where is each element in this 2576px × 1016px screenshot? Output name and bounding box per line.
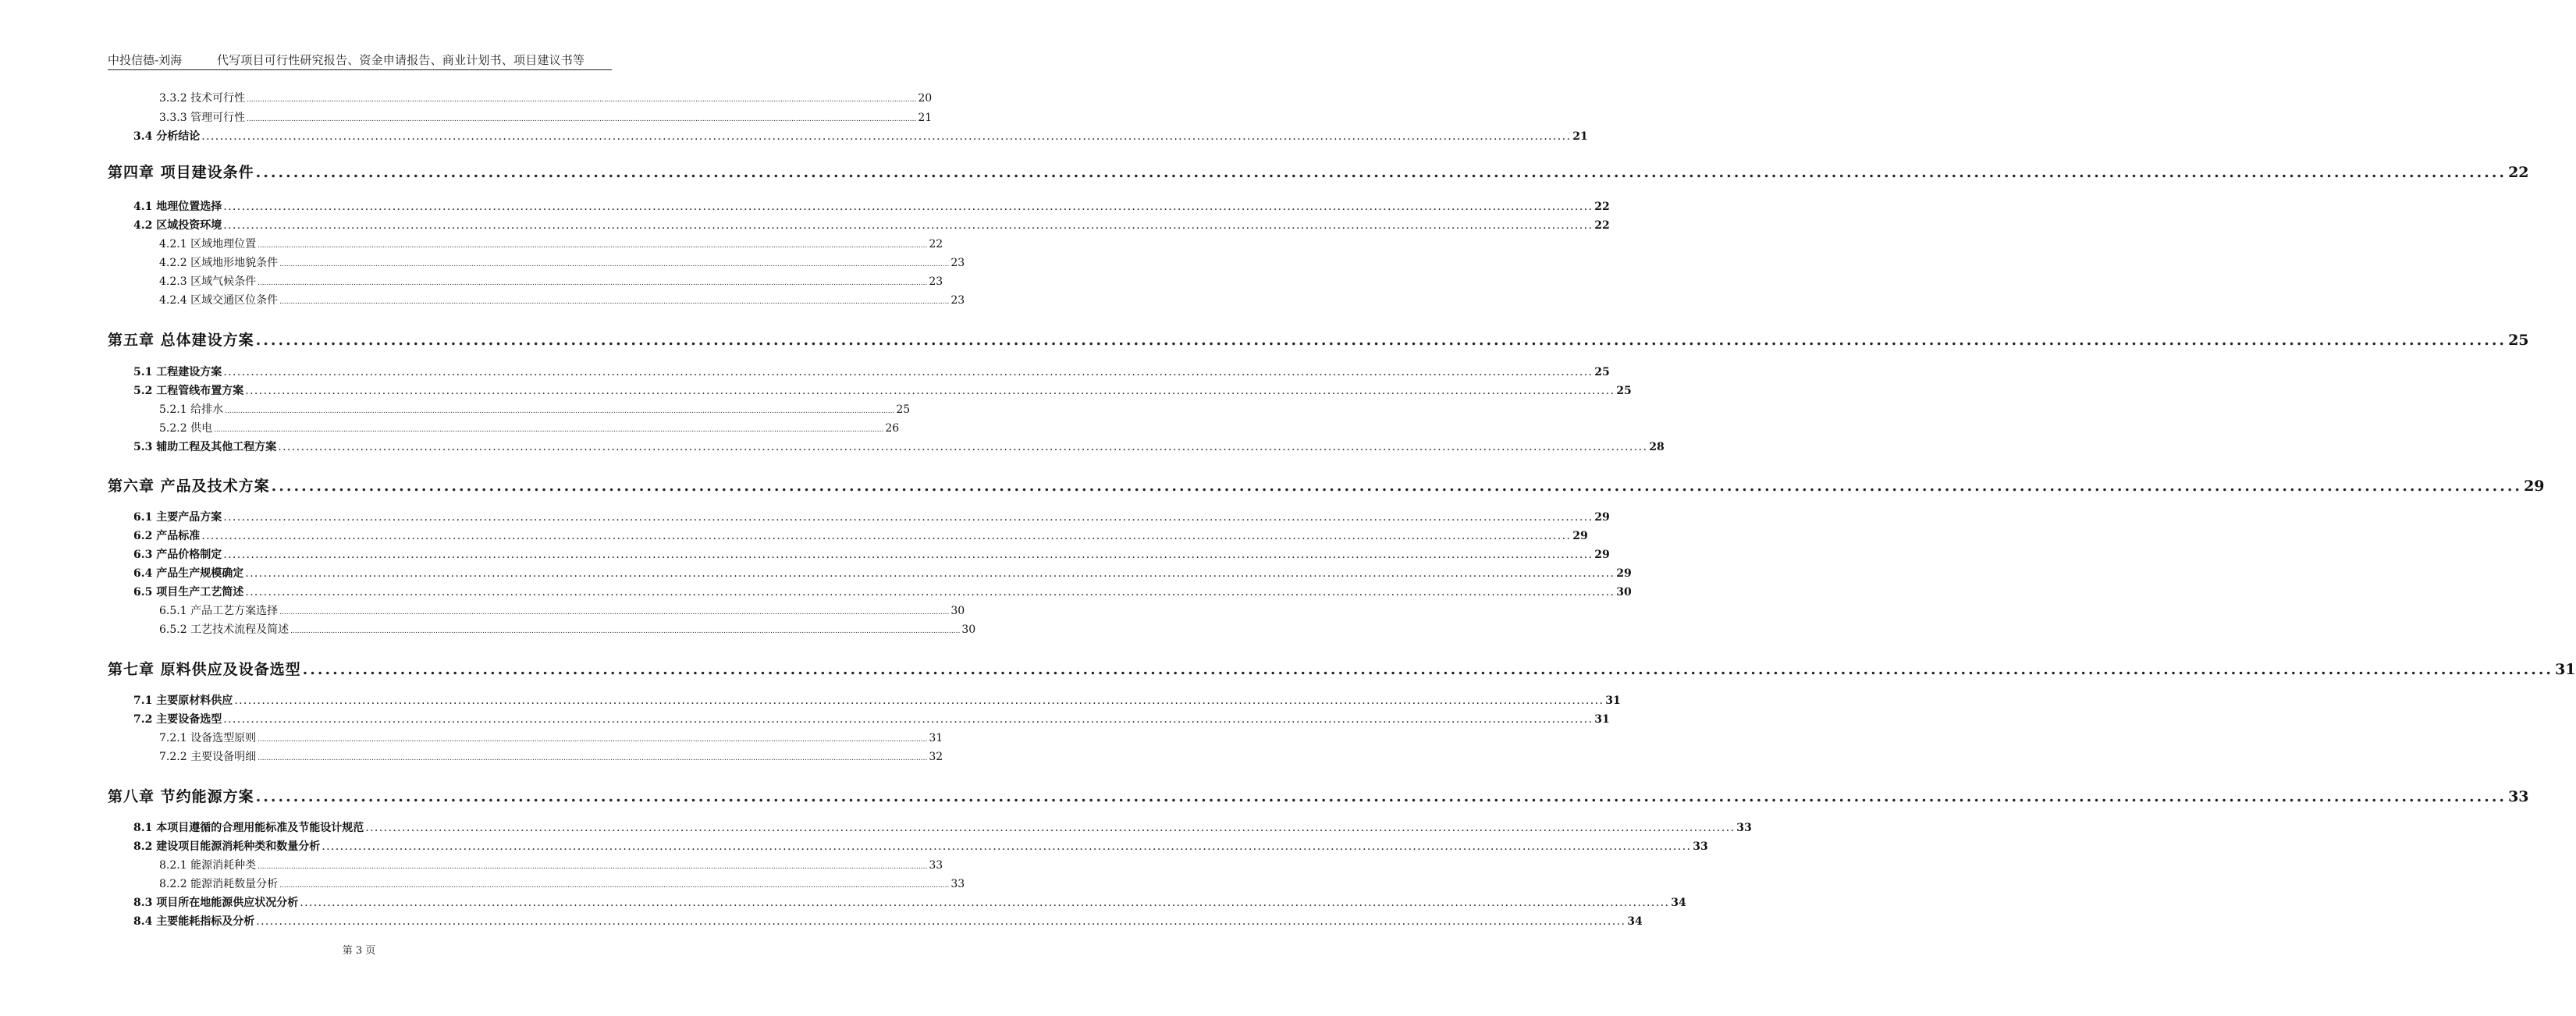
toc-entry-label: 第四章 项目建设条件 [108,164,254,181]
toc-entry-label: 6.5.2 工艺技术流程及简述 [159,623,290,636]
toc-dot-leader: ............................................................................................................................................................................................................................................................................................................ [279,298,950,306]
page-footer: 第 3 页 [342,945,376,957]
toc-section-entry[interactable] [133,692,1621,707]
toc-subsection-entry[interactable] [159,602,965,617]
toc-chapter-entry[interactable] [108,785,2529,805]
toc-entry-page-number: 25 [1616,385,1632,397]
toc-subsection-entry[interactable] [159,90,933,105]
toc-entry-page-number: 28 [1649,441,1665,453]
toc-subsection-entry[interactable] [159,292,965,307]
toc-subsection-entry[interactable] [159,748,943,763]
header-tagline: 代写项目可行性研究报告、资金申请报告、商业计划书、项目建议书等 [217,53,585,67]
toc-entry-page-number: 20 [918,92,933,105]
toc-entry-label: 7.2.2 主要设备明细 [159,751,257,763]
toc-dot-leader: ............................................................................................................................................................................................................................................................................................................ [255,164,2507,181]
toc-entry-page-number: 25 [896,403,911,416]
toc-dot-leader: ............................................................................................................................................................................................................................................................................................................ [223,201,1594,213]
toc-entry-page-number: 30 [961,623,976,636]
toc-dot-leader: ............................................................................................................................................................................................................................................................................................................ [279,882,950,890]
toc-entry-label: 第五章 总体建设方案 [108,332,254,349]
toc-entry-label: 8.2 建设项目能源消耗种类和数量分析 [133,840,321,853]
toc-entry-label: 第八章 节约能源方案 [108,788,254,805]
toc-entry-label: 4.2.2 区域地形地貌条件 [159,257,279,269]
toc-subsection-entry[interactable] [159,401,911,416]
toc-entry-page-number: 33 [929,859,943,872]
toc-entry-page-number: 30 [950,605,965,617]
toc-entry-page-number: 33 [950,878,965,890]
page-header [108,50,612,69]
toc-dot-leader: ............................................................................................................................................................................................................................................................................................................ [247,115,917,123]
toc-section-entry[interactable] [133,528,1588,542]
header-org: 中投信德-刘海 [108,53,183,67]
toc-chapter-entry[interactable] [108,474,2545,495]
toc-section-entry[interactable] [133,838,1708,853]
toc-entry-page-number: 33 [2508,788,2529,805]
toc-entry-label: 5.2.2 供电 [159,422,213,435]
toc-section-entry[interactable] [133,894,1686,909]
toc-section-entry[interactable] [133,913,1643,928]
toc-entry-label: 5.3 辅助工程及其他工程方案 [133,441,277,453]
toc-section-entry[interactable] [133,565,1632,580]
toc-entry-label: 6.4 产品生产规模确定 [133,567,244,580]
toc-chapter-entry[interactable] [108,161,2529,181]
toc-dot-leader: ............................................................................................................................................................................................................................................................................................................ [223,366,1594,378]
toc-dot-leader: ............................................................................................................................................................................................................................................................................................................ [258,242,928,250]
toc-chapter-entry[interactable] [108,329,2529,349]
toc-section-entry[interactable] [133,711,1610,726]
toc-subsection-entry[interactable] [159,236,943,250]
toc-dot-leader: ............................................................................................................................................................................................................................................................................................................ [223,713,1594,726]
toc-entry-page-number: 25 [1594,366,1610,378]
toc-subsection-entry[interactable] [159,876,965,890]
toc-entry-label: 第六章 产品及技术方案 [108,478,270,495]
toc-dot-leader: ............................................................................................................................................................................................................................................................................................................ [258,279,928,287]
toc-entry-label: 6.3 产品价格制定 [133,549,222,561]
toc-entry-label: 4.2.4 区域交通区位条件 [159,294,279,307]
toc-dot-leader: ............................................................................................................................................................................................................................................................................................................ [300,897,1670,909]
toc-dot-leader: ............................................................................................................................................................................................................................................................................................................ [223,219,1594,232]
toc-dot-leader: ............................................................................................................................................................................................................................................................................................................ [225,407,895,415]
toc-entry-page-number: 22 [2508,164,2529,181]
toc-dot-leader: ............................................................................................................................................................................................................................................................................................................ [247,96,917,104]
toc-section-entry[interactable] [133,217,1610,232]
toc-entry-page-number: 29 [1572,530,1588,542]
toc-entry-page-number: 32 [929,751,943,763]
toc-entry-page-number: 23 [950,294,965,307]
toc-entry-page-number: 29 [1616,567,1632,580]
toc-entry-label: 5.2.1 给排水 [159,403,224,416]
toc-dot-leader: ............................................................................................................................................................................................................................................................................................................ [223,549,1594,561]
toc-entry-page-number: 29 [1594,549,1610,561]
toc-entry-page-number: 26 [885,422,900,435]
toc-entry-label: 3.3.3 管理可行性 [159,112,246,124]
toc-subsection-entry[interactable] [159,273,943,288]
toc-entry-label: 5.1 工程建设方案 [133,366,222,378]
toc-entry-label: 8.1 本项目遵循的合理用能标准及节能设计规范 [133,822,364,834]
toc-dot-leader: ............................................................................................................................................................................................................................................................................................................ [255,332,2507,349]
toc-entry-page-number: 23 [950,257,965,269]
toc-subsection-entry[interactable] [159,109,933,124]
toc-entry-page-number: 25 [2508,332,2529,349]
toc-dot-leader: ............................................................................................................................................................................................................................................................................................................ [258,863,928,871]
toc-entry-page-number: 23 [929,275,943,288]
toc-entry-label: 8.3 项目所在地能源供应状况分析 [133,897,299,909]
toc-dot-leader: ............................................................................................................................................................................................................................................................................................................ [279,261,950,268]
toc-entry-label: 第七章 原料供应及设备选型 [108,661,301,678]
toc-entry-label: 7.2.1 设备选型原则 [159,732,257,744]
toc-section-entry[interactable] [133,546,1610,561]
toc-chapter-entry[interactable] [108,658,2576,678]
toc-dot-leader: ............................................................................................................................................................................................................................................................................................................ [245,385,1615,397]
toc-dot-leader: ............................................................................................................................................................................................................................................................................................................ [223,511,1594,524]
toc-dot-leader: ............................................................................................................................................................................................................................................................................................................ [201,530,1572,542]
toc-dot-leader: ............................................................................................................................................................................................................................................................................................................ [256,915,1626,928]
toc-section-entry[interactable] [133,364,1610,378]
toc-dot-leader: ............................................................................................................................................................................................................................................................................................................ [278,441,1648,453]
toc-entry-label: 8.4 主要能耗指标及分析 [133,915,255,928]
toc-dot-leader: ............................................................................................................................................................................................................................................................................................................ [279,609,950,616]
toc-section-entry[interactable] [133,439,1665,453]
toc-dot-leader: ............................................................................................................................................................................................................................................................................................................ [214,426,884,434]
toc-entry-page-number: 21 [1572,130,1588,143]
toc-entry-page-number: 29 [2524,478,2545,495]
toc-entry-page-number: 22 [929,238,943,250]
toc-entry-label: 4.2.1 区域地理位置 [159,238,257,250]
toc-entry-page-number: 31 [2555,661,2576,678]
toc-dot-leader: ............................................................................................................................................................................................................................................................................................................ [322,840,1692,853]
toc-dot-leader: ............................................................................................................................................................................................................................................................................................................ [255,788,2507,805]
toc-entry-page-number: 31 [1594,713,1610,726]
toc-entry-label: 8.2.2 能源消耗数量分析 [159,878,279,890]
toc-dot-leader: ............................................................................................................................................................................................................................................................................................................ [365,822,1736,834]
toc-entry-label: 4.2 区域投资环境 [133,219,222,232]
toc-entry-label: 6.2 产品标准 [133,530,201,542]
toc-entry-page-number: 33 [1693,840,1708,853]
toc-entry-page-number: 22 [1594,219,1610,232]
toc-dot-leader: ............................................................................................................................................................................................................................................................................................................ [258,736,928,744]
toc-subsection-entry[interactable] [159,420,900,435]
toc-entry-label: 6.5.1 产品工艺方案选择 [159,605,279,617]
toc-entry-label: 6.5 项目生产工艺简述 [133,586,244,599]
toc-dot-leader: ............................................................................................................................................................................................................................................................................................................ [271,478,2523,495]
toc-entry-page-number: 33 [1736,822,1752,834]
toc-dot-leader: ............................................................................................................................................................................................................................................................................................................ [302,661,2554,678]
toc-entry-page-number: 34 [1671,897,1686,909]
toc-entry-page-number: 31 [929,732,943,744]
toc-dot-leader: ............................................................................................................................................................................................................................................................................................................ [201,130,1572,143]
toc-dot-leader: ............................................................................................................................................................................................................................................................................................................ [290,627,961,635]
toc-entry-label: 3.4 分析结论 [133,130,201,143]
toc-entry-page-number: 22 [1594,201,1610,213]
toc-dot-leader: ............................................................................................................................................................................................................................................................................................................ [245,567,1615,580]
toc-entry-page-number: 31 [1605,695,1621,707]
toc-dot-leader: ............................................................................................................................................................................................................................................................................................................ [245,586,1615,599]
toc-entry-label: 6.1 主要产品方案 [133,511,222,524]
toc-section-entry[interactable] [133,128,1588,143]
header-divider [108,69,612,70]
toc-entry-label: 7.1 主要原材料供应 [133,695,233,707]
toc-subsection-entry[interactable] [159,254,965,269]
toc-subsection-entry[interactable] [159,621,976,636]
toc-dot-leader: ............................................................................................................................................................................................................................................................................................................ [258,755,928,762]
toc-entry-label: 8.2.1 能源消耗种类 [159,859,257,872]
toc-section-entry[interactable] [133,509,1610,524]
toc-dot-leader: ............................................................................................................................................................................................................................................................................................................ [234,695,1604,707]
toc-subsection-entry[interactable] [159,730,943,744]
toc-entry-label: 4.2.3 区域气候条件 [159,275,257,288]
toc-entry-page-number: 34 [1627,915,1643,928]
toc-entry-label: 3.3.2 技术可行性 [159,92,246,105]
toc-section-entry[interactable] [133,819,1752,834]
toc-section-entry[interactable] [133,584,1632,599]
toc-subsection-entry[interactable] [159,857,943,872]
toc-section-entry[interactable] [133,382,1632,397]
toc-entry-page-number: 30 [1616,586,1632,599]
toc-entry-page-number: 29 [1594,511,1610,524]
toc-entry-label: 4.1 地理位置选择 [133,201,222,213]
toc-entry-label: 7.2 主要设备选型 [133,713,222,726]
toc-entry-label: 5.2 工程管线布置方案 [133,385,244,397]
toc-section-entry[interactable] [133,198,1610,213]
toc-entry-page-number: 21 [918,112,933,124]
